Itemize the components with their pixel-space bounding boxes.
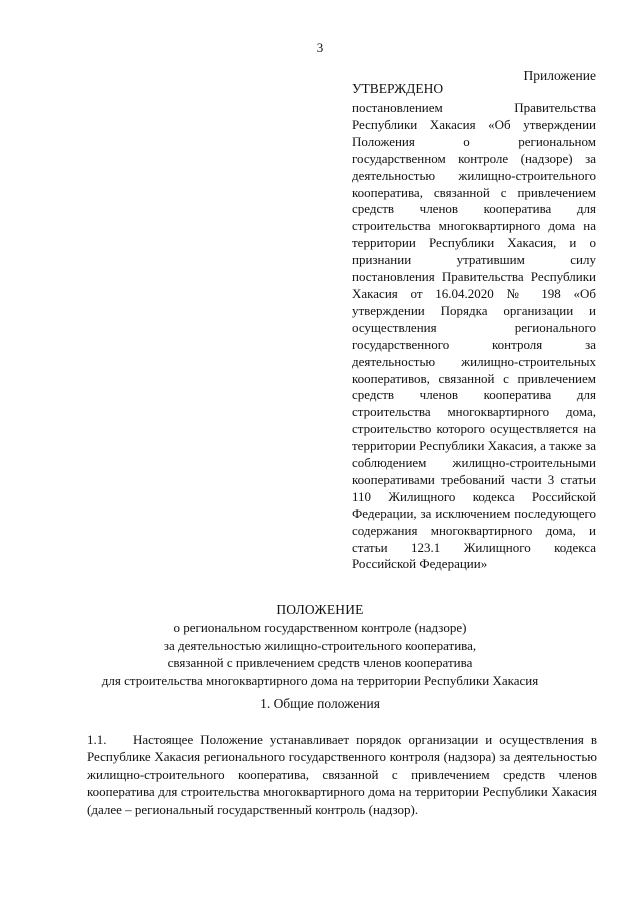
paragraph-text: Настоящее Положение устанавливает порядок организации и осуществления в Республике Хакасия регионального государственного контроля (надзора) за деятельностью жилищно-строительного кооператива, связанной с привлечением средств членов кооператива для строительства многоквартирного дома на территории Республики Хакасия (далее – региональный государственный контроль (надзор). <box>87 732 597 817</box>
section-heading: 1. Общие положения <box>260 696 380 711</box>
subtitle-line: за деятельностью жилищно-строительного кооператива, <box>163 637 477 653</box>
approval-heading: УТВЕРЖДЕНО <box>352 81 444 96</box>
document-title: ПОЛОЖЕНИЕ <box>276 602 364 617</box>
subtitle-line: для строительства многоквартирного дома на территории Республики Хакасия <box>101 672 539 688</box>
paragraph-1-1 <box>87 731 597 818</box>
paragraph-number: 1.1. <box>87 732 107 747</box>
page-number: 3 <box>316 40 324 55</box>
approval-text: постановлением Правительства Республики Хакасия «Об утверждении Положения о региональном государственном контроле (надзоре) за деятельностью жилищно-строительного кооператива, связанной с привлечением средств членов кооператива для строительства многоквартирного дома на территории Республики Хакасия, и о признании утратившим силу постановления Правительства Республики Хакасия от 16.04.2020 № 198 «Об утверждении Порядка организации и осуществления регионального государственного контроля за деятельностью жилищно-строительных кооперативов, связанной с привлечением средств членов кооператива для строительства многоквартирного дома, строительство которого осуществляется на территории Республики Хакасия, а также за соблюдением жилищно-строительными кооперативами требований части 3 статьи 110 Жилищного кодекса Российской Федерации, за исключением последующего содержания многоквартирного дома, и статьи 123.1 Жилищного кодекса Российской Федерации» <box>352 100 596 572</box>
document-subtitle <box>40 619 600 689</box>
appendix-label: Приложение <box>523 68 596 83</box>
subtitle-line: о региональном государственном контроле (надзоре) <box>173 620 467 635</box>
subtitle-line: связанной с привлечением средств членов кооператива <box>167 655 473 670</box>
